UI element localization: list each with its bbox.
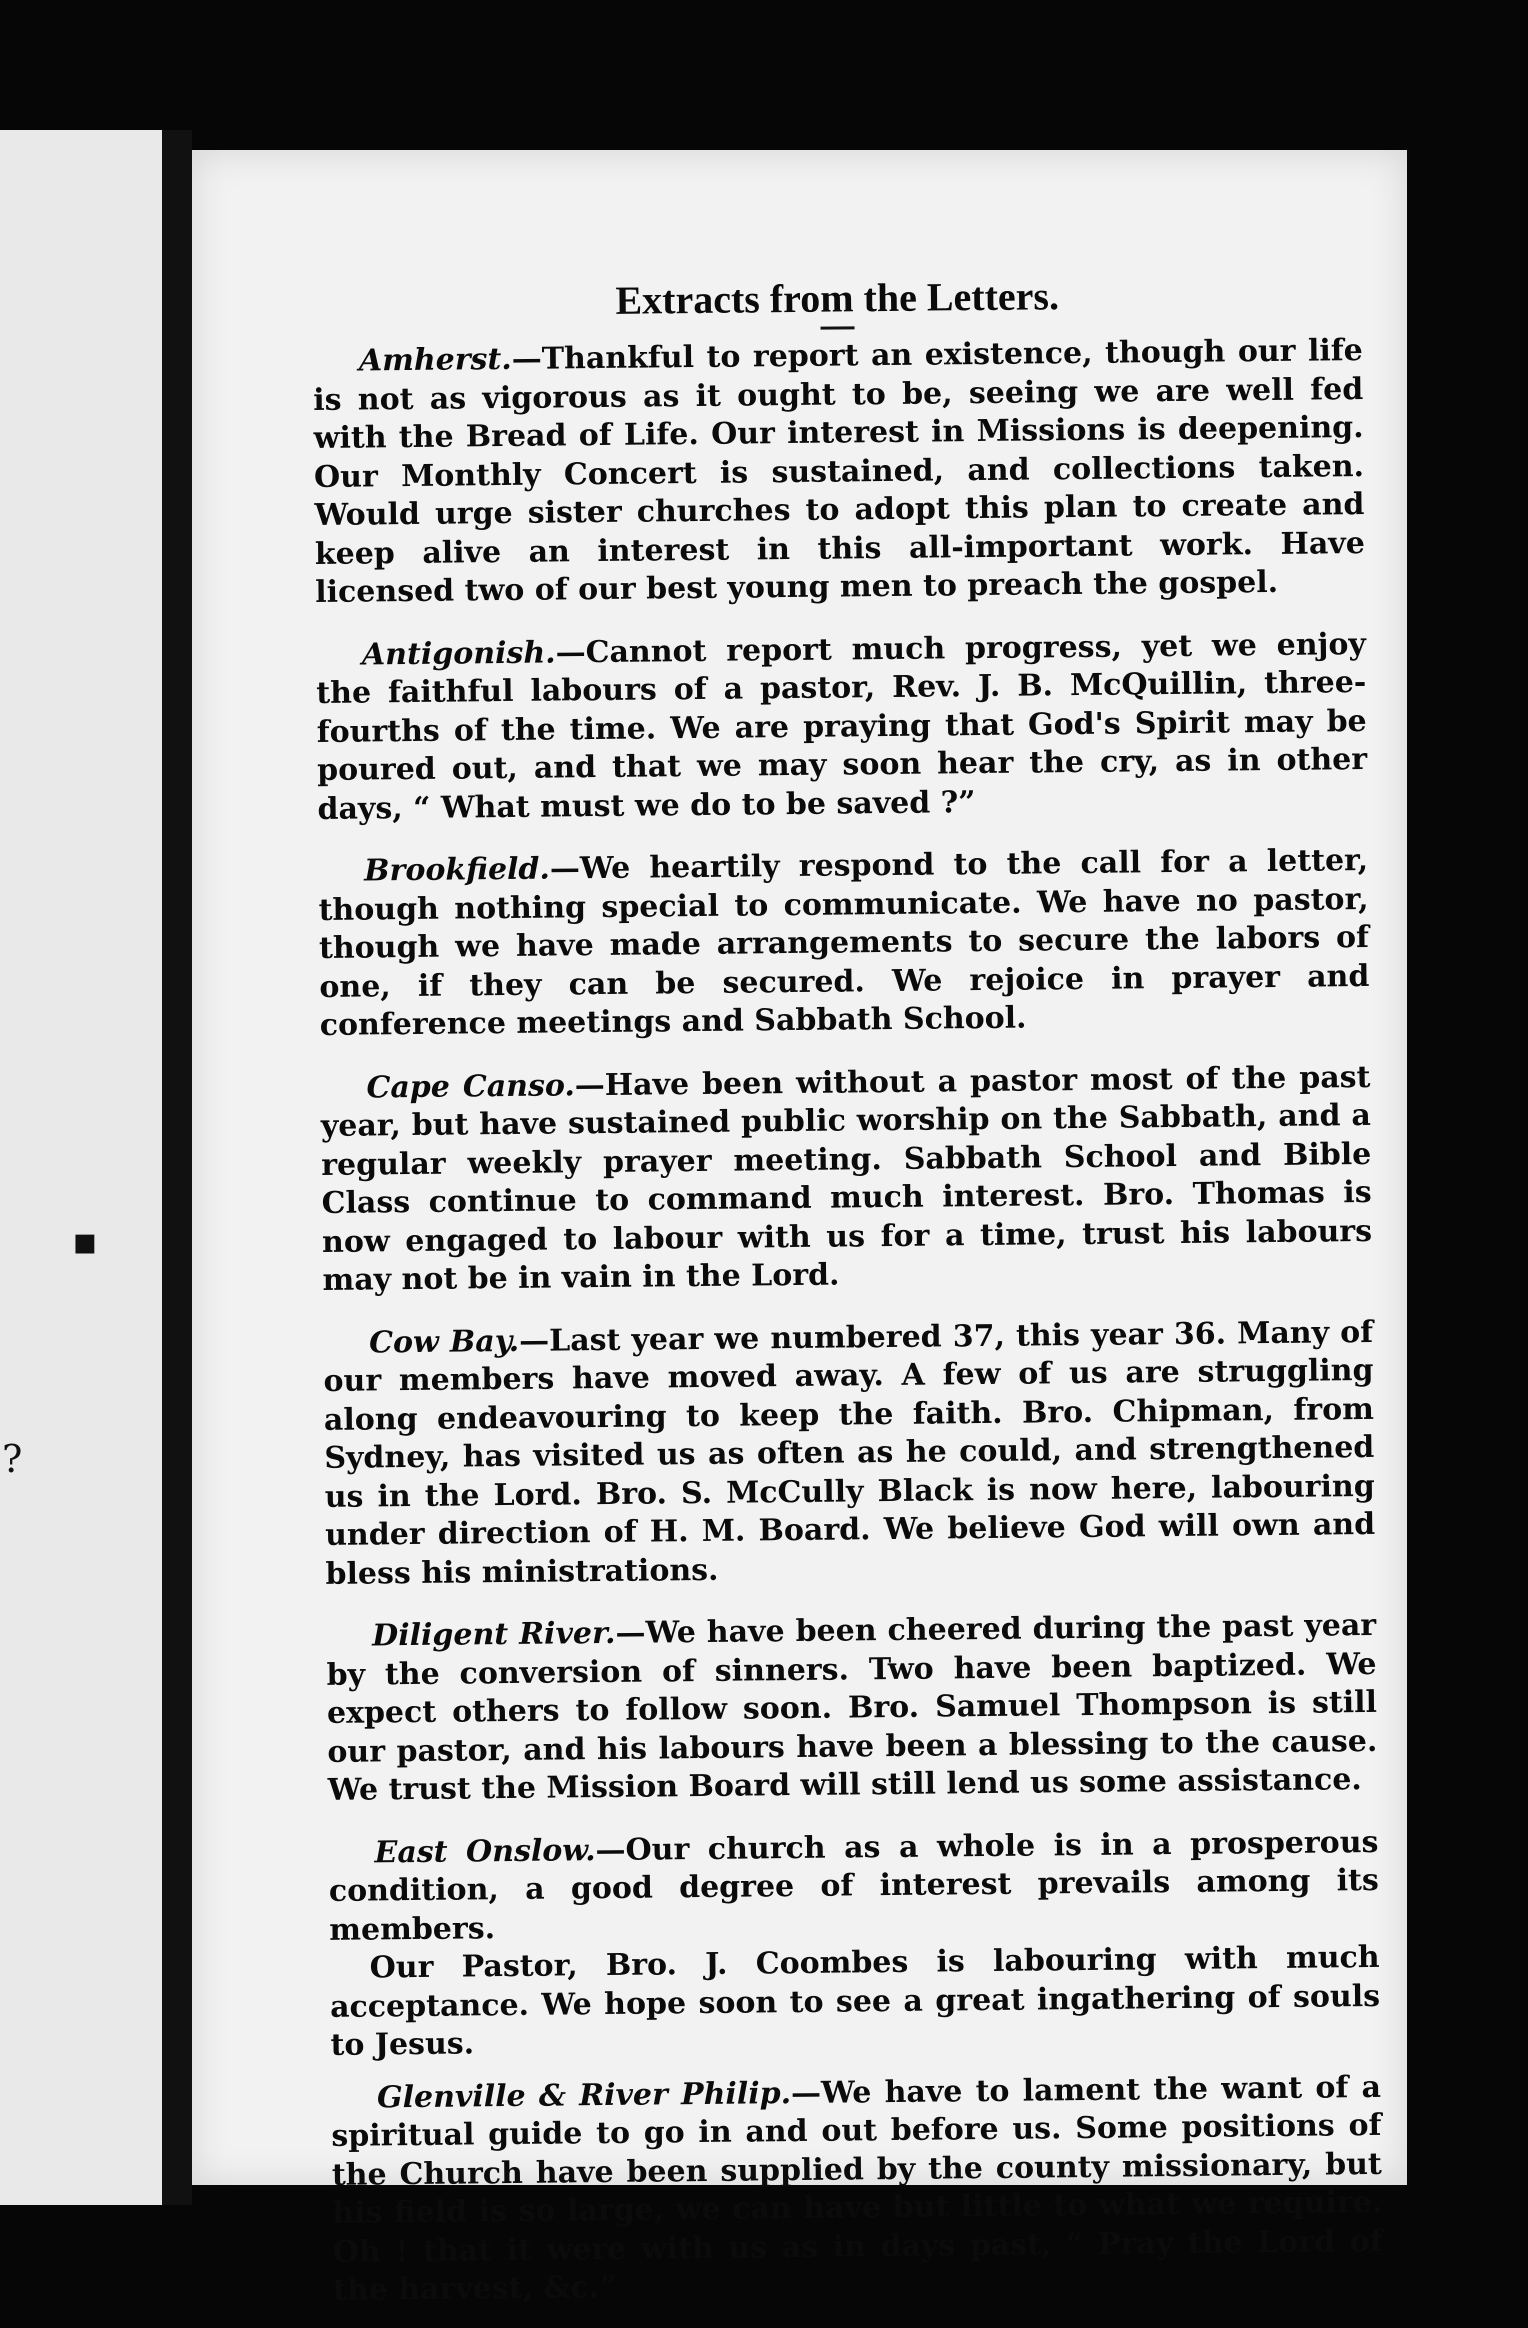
title-rule [821,326,855,329]
entry-diligent-river [326,1607,1378,1810]
entry-text: —Have been without a pastor most of the past year, but have sustained public worship on the Sabbath, and a regular weekly prayer meeting. Sabbath School and Bible Class continue to command much interest. Bro. Thomas is now engaged to labour with us for a time, trust his labours may not be in vain in the Lord. [320,1059,1373,1298]
entry-text: —Last year we numbered 37, this year 36. Many of our members have moved away. A few of us are struggling along endeavouring to keep the faith. Bro. Chipman, from Sydney, has visited us as often as he could, and strengthened us in the Lord. Bro. S. McCully Black is now here, labouring under direction of H. M. Board. We believe God will own and bless his ministrations. [323,1314,1376,1592]
entry-place: Cape Canso. [366,1067,575,1105]
entry-glenville-river-philip [331,2068,1383,2310]
entry-place: East Onslow. [374,1832,596,1870]
entry-cow-bay [323,1313,1376,1593]
entry-text: —Thankful to report an existence, though our life is not as vigorous as it ought to be, seeing we are well fed with the Bread of Life. Our interest in Missions is deepening. Our Monthly Concert is sustained, and collections taken. Would urge sister churches to adopt this plan to create and keep alive an interest in this all-important work. Have licensed two of our best young men to preach the gospel. [313,333,1365,610]
facing-page-edge [0,130,162,2205]
letters-text-block [312,269,1383,2328]
margin-bullet-mark: ▪ [72,1219,98,1263]
entry-east-onslow [328,1823,1379,1949]
entry-place: Brookfield. [364,851,551,889]
entry-place: Diligent River. [372,1615,616,1654]
entry-text: —We have to lament the want of a spiritual guide to go in and out before us. Some positions of the Church have been supplied by the county missionary, but his field is so large, we can have but little to what we require. Oh ! that it were with us as in days past, “ Pray the Lord of the harvest, &c.” [331,2069,1383,2308]
entry-place: Antigonish. [361,634,556,672]
entry-text: —We heartily respond to the call for a letter, though nothing special to communicate. We have no pastor, though we have made arrangements to secure the labors of one, if they can be secured. We rejoice in prayer and conference meetings and Sabbath School. [318,842,1370,1043]
entry-place: Cow Bay. [368,1323,520,1360]
entry-east-onslow-continued: Our Pastor, Bro. J. Coombes is labouring with much acceptance. We hope soon to see a great ingathering of souls to Jesus. [329,1939,1381,2063]
entry-place: Glenville & River Philip. [376,2075,792,2115]
entry-cape-canso [320,1058,1372,1300]
entry-text: —Cannot report much progress, yet we enjoy the faithful labours of a pastor, Rev. J. B. McQuillin, three-fourths of the time. We are praying that God's Spirit may be poured out, and that we may soon hear the cry, as in other days, “ What must we do to be saved ?” [316,626,1368,827]
entry-brookfield [318,842,1370,1045]
entry-antigonish [316,625,1368,828]
entry-amherst [313,332,1366,612]
book-gutter [162,130,192,2205]
entry-text: —Our church as a whole is in a prosperous condition, a good degree of interest prevails among its members. [328,1824,1380,1948]
margin-question-mark: ? [2,1437,23,1481]
entry-text: —We have been cheered during the past year by the conversion of sinners. Two have been baptized. We expect others to follow soon. Bro. Samuel Thompson is still our pastor, and his labours have been a blessing to the cause. We trust the Mission Board will still lend us some assistance. [326,1607,1378,1808]
page-title: Extracts from the Letters. [615,273,1060,323]
entry-place: Amherst. [358,341,512,379]
